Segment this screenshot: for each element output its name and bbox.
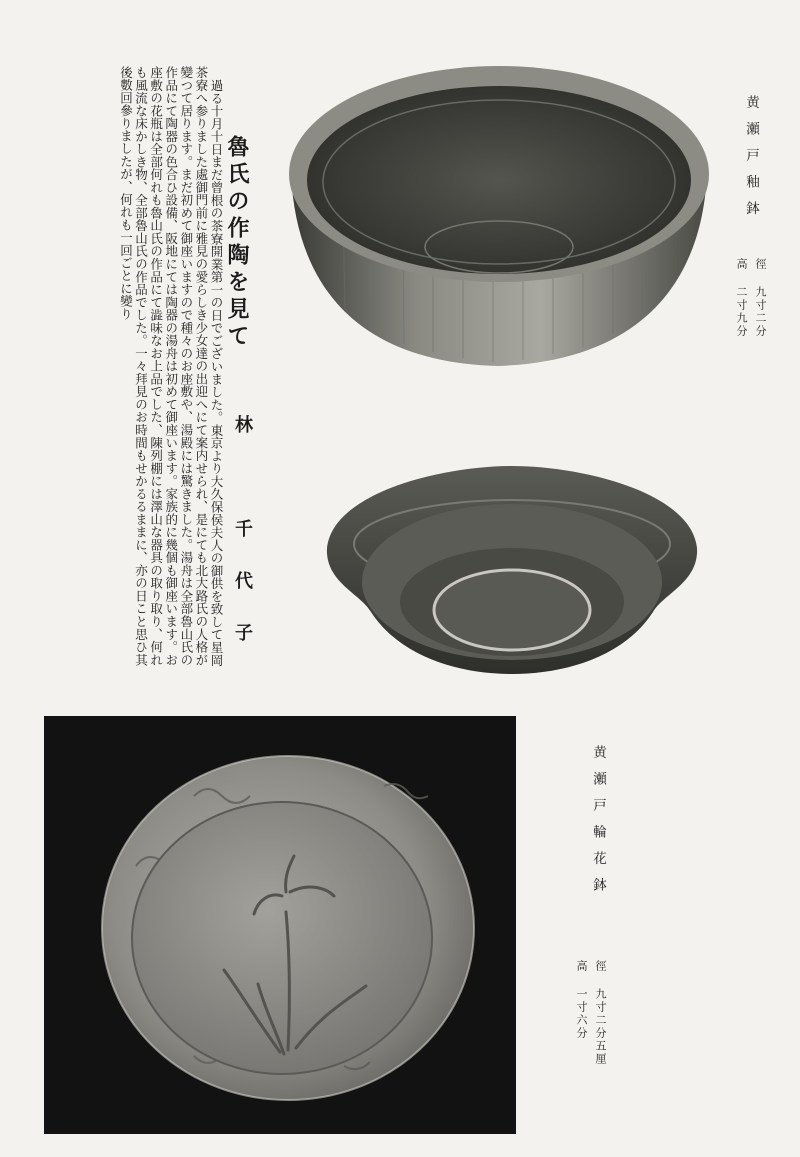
article-title: 魯氏の作陶を見て <box>224 135 250 351</box>
dish-height: 高 一寸六分 <box>575 960 588 1040</box>
lobed-bowl-photo <box>323 462 701 678</box>
dish-diameter: 徑 九寸二分五厘 <box>594 960 607 1066</box>
bowl-photo <box>283 62 715 374</box>
bowl-caption: 黄瀬戸釉鉢 <box>743 95 759 228</box>
bowl-height: 高 二寸九分 <box>735 258 748 338</box>
bowl-diameter: 徑 九寸二分 <box>754 258 767 338</box>
article-body <box>58 66 224 666</box>
flower-dish-photo <box>44 716 516 1134</box>
article-author: 林 千代子 <box>232 415 253 675</box>
article-paragraph: 過る十月十日まだ曾根の茶寮開業第一の日でございました。東京より大久保侯夫人の御供を致して星岡茶寮へ参りました處御門前に雅見の愛らしき少女達の出迎へにて案内せられ、是にても北大路氏の人格が變つて居ります。まだ初めて御座いますので種々のお座敷や、湯殿には驚きました。湯舟は全部魯山氏の作品にて陶器の色合ひ設備、阪地にては陶器の湯舟は初めて御座います。家族的に幾個も御座います。お座敷の花瓶は全部何れも魯山氏の作品にて澁味なお上品でした、陳列棚には澤山な器具の取り取り、何れも風流な床かしき物、全部魯山氏の作品でした。一々拜見のお時間もせかるるままに、亦の日こと思ひ其後數回參りましたが、何れも一回ごとに變り <box>118 66 224 666</box>
dish-caption: 黄瀬戸輪花鉢 <box>590 745 606 904</box>
